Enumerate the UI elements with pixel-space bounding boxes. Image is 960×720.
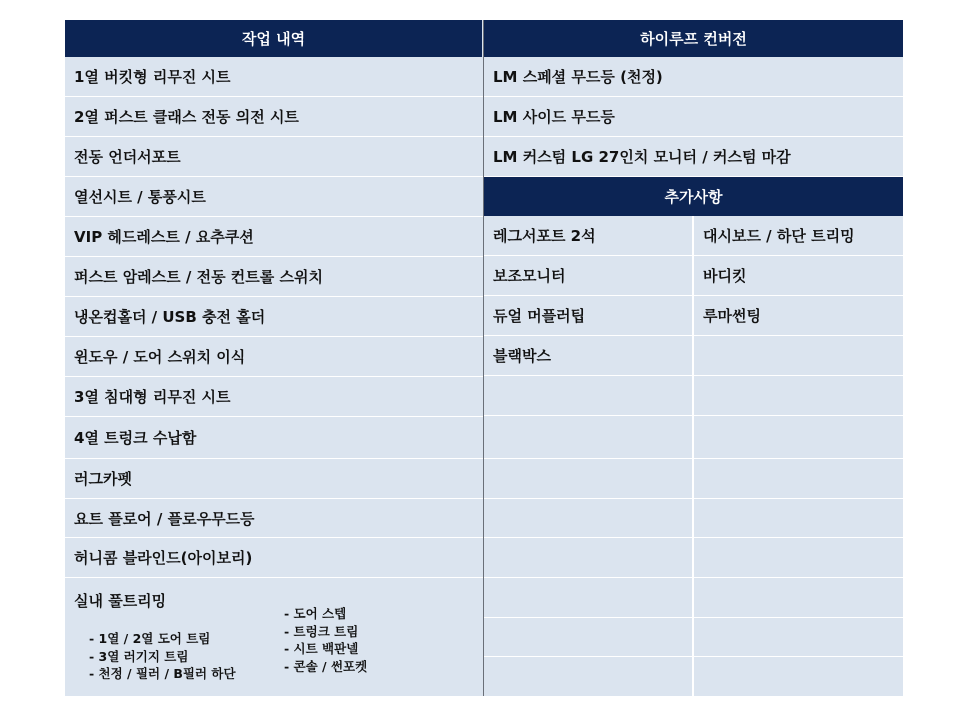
conversion-item: LM 스페셜 무드등 (천정) [484,57,903,97]
column-divider [483,20,484,696]
extras-empty [694,618,903,657]
trimming-title: 실내 풀트리밍 [74,592,167,610]
extras-empty [484,499,693,538]
extras-item: 듀얼 머플러팁 [484,296,693,336]
column-divider [692,216,694,696]
extras-empty [694,657,903,696]
extras-empty [484,657,693,696]
header-work: 작업 내역 [65,20,482,57]
extras-empty [484,618,693,657]
trimming-item: - 천정 / 필러 / B필러 하단 [89,666,236,681]
extras-item: 바디킷 [694,256,903,296]
extras-empty [484,538,693,578]
extras-item: 대시보드 / 하단 트리밍 [694,216,903,256]
trimming-list-right [284,605,367,675]
header-extras: 추가사항 [484,177,903,216]
extras-empty [694,376,903,416]
extras-item: 블랙박스 [484,336,693,376]
trimming-item: - 3열 러기지 트림 [89,648,189,664]
extras-item: 레그서포트 2석 [484,216,693,256]
extras-empty [484,416,693,459]
trimming-item: - 콘솔 / 썬포켓 [284,658,368,674]
trimming-list-left [89,630,236,683]
trimming-item: - 1열 / 2열 도어 트림 [89,631,211,646]
extras-empty [694,538,903,578]
work-item: 전동 언더서포트 [65,137,483,177]
work-item: VIP 헤드레스트 / 요추쿠션 [65,217,483,257]
conversion-item: LM 커스텀 LG 27인치 모니터 / 커스텀 마감 [484,137,903,177]
extras-empty [694,416,903,459]
trimming-item: - 시트 백판넬 [284,641,359,656]
trimming-item: - 도어 스텝 [284,606,347,621]
work-item: 러그카펫 [65,459,483,499]
extras-empty [694,499,903,538]
trimming-item: - 트렁크 트림 [284,623,359,639]
work-item: 윈도우 / 도어 스위치 이식 [65,337,483,377]
conversion-item: LM 사이드 무드등 [484,97,903,137]
extras-item: 루마썬팅 [694,296,903,336]
work-item: 3열 침대형 리무진 시트 [65,377,483,417]
extras-empty [694,578,903,618]
extras-empty [484,459,693,499]
work-item: 4열 트렁크 수납함 [65,417,483,459]
work-item: 열선시트 / 통풍시트 [65,177,483,217]
work-item: 냉온컵홀더 / USB 충전 홀더 [65,297,483,337]
work-item: 1열 버킷형 리무진 시트 [65,57,483,97]
work-item: 퍼스트 암레스트 / 전동 컨트롤 스위치 [65,257,483,297]
header-conversion: 하이루프 컨버전 [484,20,903,57]
extras-empty [694,336,903,376]
extras-empty [484,376,693,416]
extras-empty [484,578,693,618]
spec-table [65,20,903,696]
work-item: 2열 퍼스트 클래스 전동 의전 시트 [65,97,483,137]
extras-item: 보조모니터 [484,256,693,296]
work-item: 요트 플로어 / 플로우무드등 [65,499,483,538]
extras-empty [694,459,903,499]
work-item: 허니콤 블라인드(아이보리) [65,538,483,578]
